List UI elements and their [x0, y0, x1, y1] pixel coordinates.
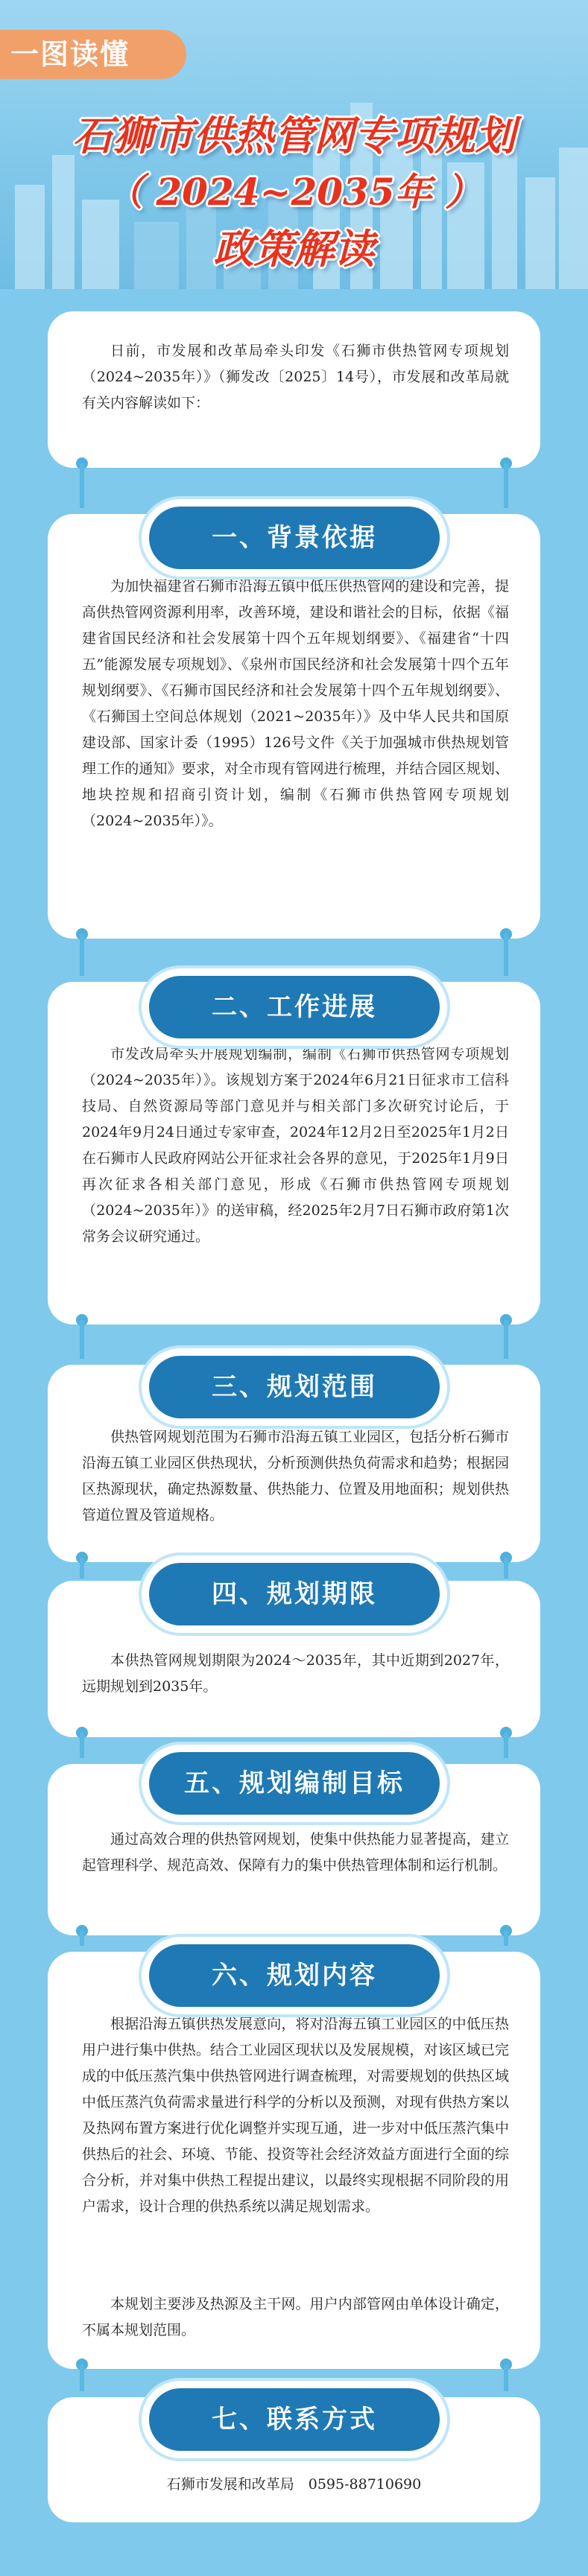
section-heading-goals: 五、规划编制目标 — [149, 1752, 440, 1815]
connector-line — [80, 1558, 84, 1579]
section-heading-background: 一、背景依据 — [149, 507, 440, 569]
section-heading-contact: 七、联系方式 — [149, 2388, 440, 2451]
topic-tag: 一图读懂 — [0, 30, 186, 79]
connector-line — [80, 1931, 84, 1946]
page-header — [0, 0, 588, 289]
connector-line — [504, 1558, 508, 1579]
connector-line — [504, 1733, 508, 1758]
section-heading-scope: 三、规划范围 — [149, 1356, 440, 1418]
section-heading-period: 四、规划期限 — [149, 1563, 440, 1625]
connector-line — [504, 1320, 508, 1359]
section-text-content: 根据沿海五镇供热发展意向，将对沿海五镇工业园区的中低压热用户进行集中供热。结合工业园区现状以及发展规模，对该区域已完成的中低压蒸汽集中供热管网进行调查梳理，对需要规划的供热区域中低压蒸汽负荷需求量进行科学的分析以及预测，对现有供热方案以及热网布置方案进行优化调整并实现互通，进一步对中低压蒸汽集中供热后的社会、环境、节能、投资等社会经济效益方面进行全面的综合分析，并对集中供热工程提出建议，以最终实现根据不同阶段的用户需求，设计合理的供热系统以满足规划需求。 — [82, 2016, 509, 2215]
section-text-background: 为加快福建省石狮市沿海五镇中低压供热管网的建设和完善，提高供热管网资源利用率，改善环境，建设和谐社会的目标，依据《福建省国民经济和社会发展第十四个五年规划纲要》、《福建省“十四五”能源发展专项规划》、《泉州市国民经济和社会发展第十四个五年规划纲要》、《石狮市国民经济和社会发展第十四个五年规划纲要》、《石狮国土空间总体规划（2021~2035年）》及中华人民共和国原建设部、国家计委（1995）126号文件《关于加强城市供热规划管理工作的通知》要求，对全市现有管网进行梳理，并结合园区规划、地块控规和招商引资计划，编制《石狮市供热管网专项规划（2024~2035年）》。 — [82, 578, 509, 829]
section-text-period: 本供热管网规划期限为2024～2035年，其中近期到2027年，远期规划到2035年。 — [82, 1652, 509, 1695]
connector-line — [504, 2364, 508, 2391]
page-title-years: （ 2024~2035年 ） — [105, 170, 483, 214]
connector-line — [80, 1320, 84, 1359]
section-card-content — [48, 1952, 540, 2369]
connector-line — [80, 934, 84, 976]
section-card-background — [48, 514, 540, 939]
connector-line — [504, 934, 508, 976]
page-title: 石狮市供热管网专项规划 — [72, 112, 516, 159]
section-heading-progress: 二、工作进展 — [149, 976, 440, 1038]
section-text-content-note: 本规划主要涉及热源及主干网。用户内部管网由单体设计确定，不属本规划范围。 — [82, 2296, 509, 2338]
connector-line — [80, 1733, 84, 1758]
connector-line — [504, 1931, 508, 1946]
contact-info: 石狮市发展和改革局 0595-88710690 — [166, 2476, 422, 2493]
page-subtitle: 政策解读 — [213, 225, 375, 273]
section-text-scope: 供热管网规划范围为石狮市沿海五镇工业园区，包括分析石狮市沿海五镇工业园区供热现状，分析预测供热负荷需求和趋势；根据园区热源现状，确定热源数量、供热能力、位置及用地面积；规划供热管道位置及管道规格。 — [82, 1429, 509, 1523]
section-text-goals: 通过高效合理的供热管网规划，使集中供热能力显著提高，建立起管理科学、规范高效、保障有力的集中供热管理体制和运行机制。 — [82, 1831, 509, 1874]
section-heading-content: 六、规划内容 — [149, 1944, 440, 2007]
intro-text: 日前，市发展和改革局牵头印发《石狮市供热管网专项规划（2024~2035年）》（狮发改〔2025〕14号），市发展和改革局就有关内容解读如下： — [82, 343, 509, 411]
connector-line — [504, 463, 508, 508]
section-text-progress: 市发改局牵头开展规划编制，编制《石狮市供热管网专项规划（2024~2035年）》。该规划方案于2024年6月21日征求市工信科技局、自然资源局等部门意见并与相关部门多次研究讨论后，于2024年9月24日通过专家审查，2024年12月2日至2025年1月2日在石狮市人民政府网站公开征求社会各界的意见，于2025年1月9日再次征求各相关部门意见，形成《石狮市供热管网专项规划（2024~2035年）》的送审稿，经2025年2月7日石狮市政府第1次常务会议研究通过。 — [82, 1046, 509, 1245]
connector-line — [80, 2364, 84, 2391]
connector-line — [80, 463, 84, 508]
intro-card — [48, 311, 540, 468]
